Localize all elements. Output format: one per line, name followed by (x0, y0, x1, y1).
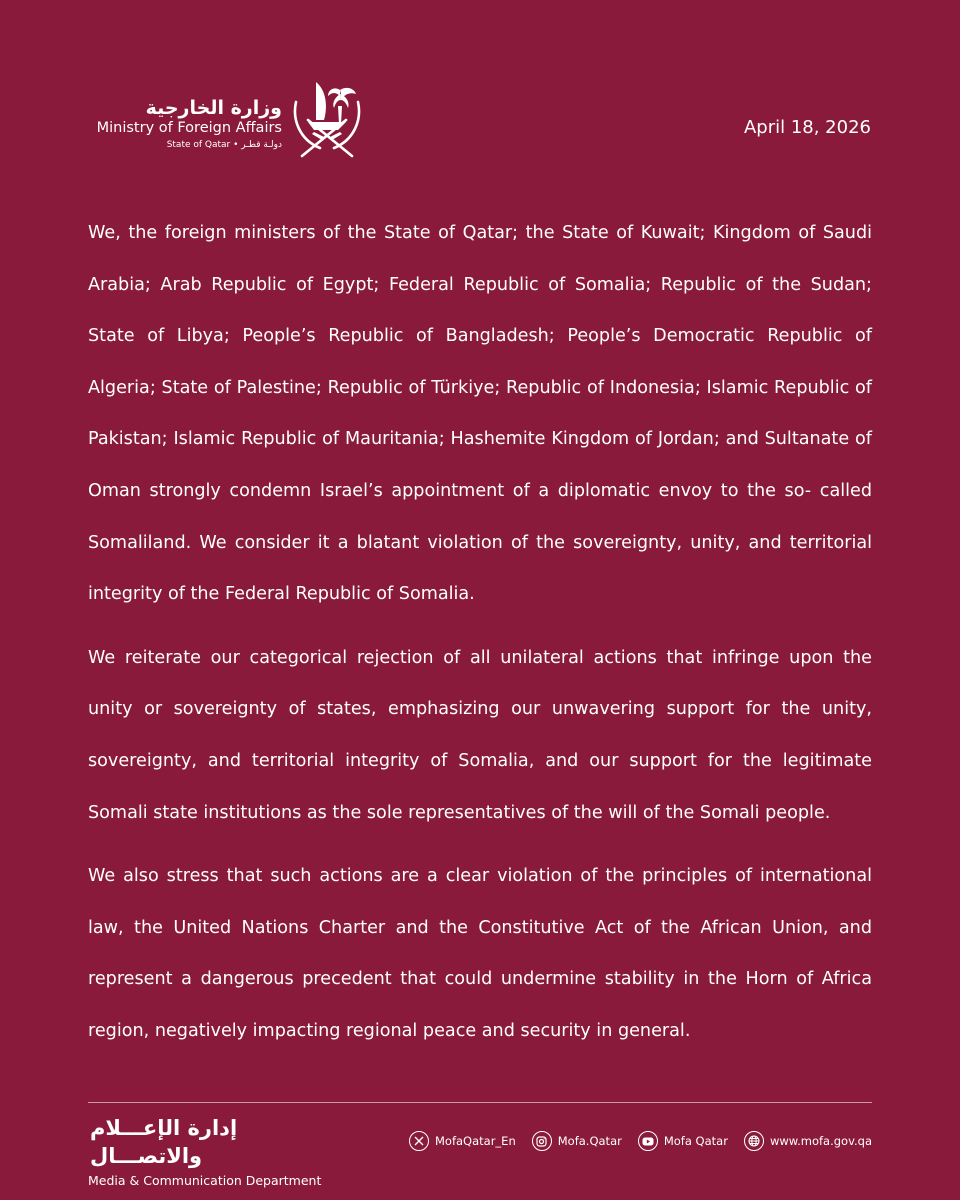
social-x[interactable] (409, 1131, 516, 1151)
letterhead (0, 0, 960, 200)
state-name: State of Qatar • دولـة قطـر (166, 140, 282, 150)
statement-paragraph-1: We, the foreign ministers of the State of Qatar; the State of Kuwait; Kingdom of Saudi Arabia; Arab Republic of Egypt; Federal Republic of Somalia; Republic of the Sudan; State of Libya; People’s Republic of Bangladesh; People’s Democratic Republic of Algeria; State of Palestine; Republic of Türkiye; Republic of Indonesia; Islamic Republic of Pakistan; Islamic Republic of Mauritania; Hashemite Kingdom of Jordan; and Sultanate of Oman strongly condemn Israel’s appointment of a diplomatic envoy to the so- called Somaliland. We consider it a blatant violation of the sovereignty, unity, and territorial integrity of the Federal Republic of Somalia. (88, 223, 872, 605)
social-website-label: www.mofa.gov.qa (769, 1134, 872, 1148)
social-youtube-label: Mofa Qatar (663, 1134, 728, 1148)
x-icon (409, 1131, 429, 1151)
ministry-name-arabic: وزارة الخارجية (145, 97, 282, 119)
social-website[interactable] (744, 1131, 872, 1151)
globe-icon (744, 1131, 764, 1151)
ministry-name-english: Ministry of Foreign Affairs (96, 120, 282, 136)
instagram-icon (532, 1131, 552, 1151)
department-signature (88, 1114, 328, 1189)
social-instagram[interactable] (532, 1131, 622, 1151)
statement-date: April 18, 2026 (743, 117, 871, 138)
social-x-label: MofaQatar_En (435, 1134, 516, 1148)
social-youtube[interactable] (638, 1131, 728, 1151)
statement-paragraph-3: We also stress that such actions are a clear violation of the principles of international law, the United Nations Charter and the Constitutive Act of the African Union, and represent a dangerous precedent that could undermine stability in the Horn of Africa region, negatively impacting regional peace and security in general. (88, 866, 872, 1041)
social-instagram-label: Mofa.Qatar (557, 1134, 622, 1148)
qatar-emblem-icon (286, 76, 368, 160)
statement-paragraph-2: We reiterate our categorical rejection of all unilateral actions that infringe upon the unity or sovereignty of states, emphasizing our unwavering support for the unity, sovereignty, and territorial integrity of Somalia, and our support for the legitimate Somali state institutions as the sole representatives of the will of the Somali people. (88, 647, 872, 823)
statement-body (88, 208, 872, 1070)
ministry-logo-text (86, 98, 282, 151)
footer-divider (88, 1102, 872, 1103)
youtube-icon (638, 1131, 658, 1151)
social-links (409, 1131, 872, 1151)
department-name-arabic: إدارة الإعـــلام والاتصـــال (90, 1116, 238, 1168)
department-name-english: Media & Communication Department (88, 1173, 322, 1188)
